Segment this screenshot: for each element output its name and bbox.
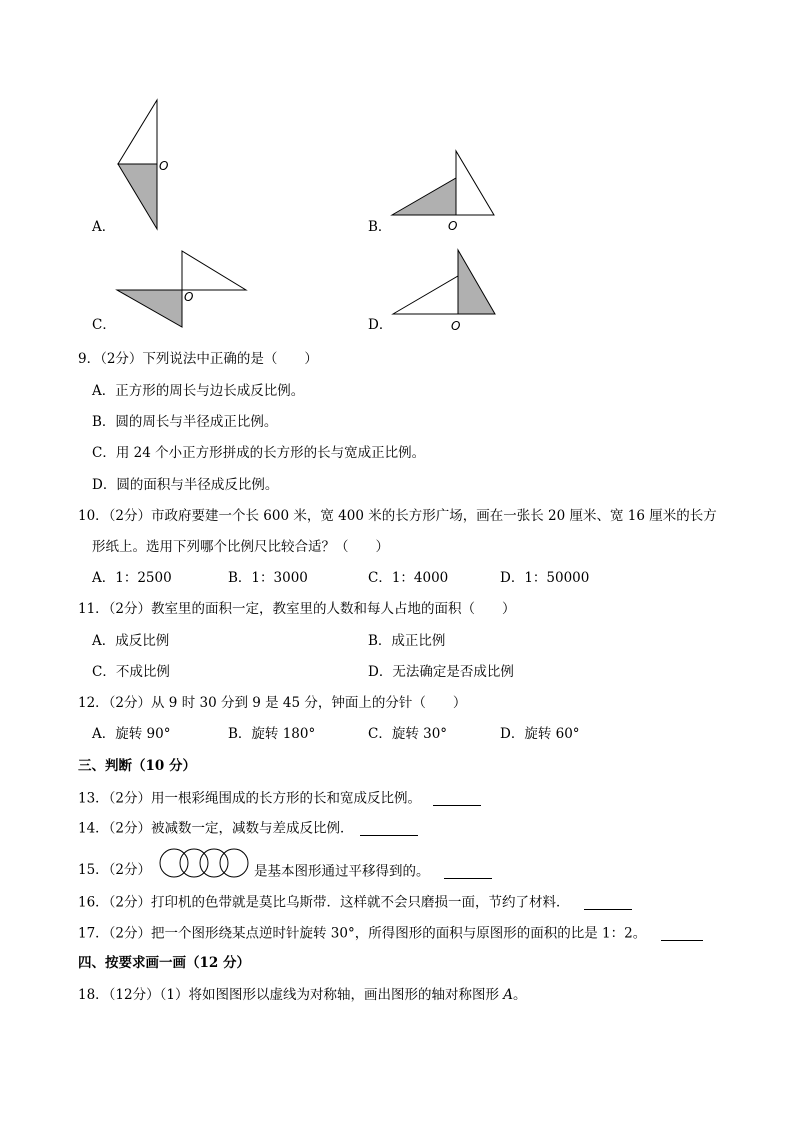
q9-option-b: B．圆的周长与半径成正比例。 [92,414,278,430]
option-a-point-label: O [159,159,169,173]
option-b-point-label: O [448,219,458,233]
q10-stem-line1: 10．（2分）市政府要建一个长 600 米，宽 400 米的长方形广场，画在一张长 20 厘米、宽 16 厘米的长方 [78,508,717,524]
q16-stem: 16．（2分）打印机的色带就是莫比乌斯带．这样就不会只磨损一面，节约了材料． [78,894,570,911]
q13-answer-blank[interactable] [433,791,481,806]
q18-text [78,989,527,1003]
q15-suffix: 是基本图形通过平移得到的。 [254,863,430,880]
q13-stem: 13．（2分）用一根彩绳围成的长方形的长和宽成反比例。 [78,790,422,807]
q18-end: 。 [513,987,527,1003]
option-c-figure [113,248,253,332]
q10-option-c: C．1：4000 [368,570,449,586]
q11-option-d: D．无法确定是否成比例 [368,664,514,680]
q9-option-a: A．正方形的周长与边长成反比例。 [92,383,305,399]
q12-option-c: C．旋转 30° [368,726,448,742]
q11-option-a: A．成反比例 [92,633,170,649]
q15-answer-blank[interactable] [444,864,492,879]
q10-option-d: D．1：50000 [500,570,590,586]
q18-stem: 18．（12分）（1）将如图图形以虚线为对称轴，画出图形的轴对称图形 [78,987,504,1003]
q16-text [78,895,632,910]
option-d-label: D． [368,317,393,333]
q11-stem: 11．（2分）教室里的面积一定，教室里的人数和每人占地的面积（ ） [78,601,516,617]
section-4-heading: 四、按要求画一画（12 分） [78,955,250,971]
q10-option-a: A．1：2500 [92,570,172,586]
section-3-heading: 三、判断（10 分） [78,758,196,774]
q11-option-c: C．不成比例 [92,664,170,680]
option-c-point-label: O [184,290,194,304]
q12-option-b: B．旋转 180° [228,726,316,742]
option-b-label: B． [368,219,392,235]
q12-option-a: A．旋转 90° [92,726,171,742]
q9-stem: 9．（2分）下列说法中正确的是（ ） [78,351,318,367]
q14-stem: 14．（2分）被减数一定，减数与差成反比例． [78,820,354,837]
q16-answer-blank[interactable] [584,895,632,910]
q9-option-c: C．用 24 个小正方形拼成的长方形的长与宽成正比例。 [92,445,426,461]
q12-option-d: D．旋转 60° [500,726,580,742]
q15-prefix: 15．（2分） [78,862,152,878]
q11-option-b: B．成正比例 [368,633,446,649]
option-a-label: A． [92,219,116,235]
q15-circles-figure [156,846,254,880]
q10-option-b: B．1：3000 [228,570,308,586]
q15-text [254,864,492,879]
q13-text [78,791,481,806]
q12-stem: 12．（2分）从 9 时 30 分到 9 是 45 分，钟面上的分针（ ） [78,695,467,711]
q17-stem: 17．（2分）把一个图形绕某点逆时针旋转 30°，所得图形的面积与原图形的面积的比是 1：2。 [78,925,647,942]
q9-option-d: D．圆的面积与半径成反比例。 [92,477,279,493]
option-d-point-label: O [451,319,461,333]
option-b-figure [388,148,500,220]
q17-answer-blank[interactable] [661,926,703,941]
q10-stem-line2: 形纸上。选用下列哪个比例尺比较合适？（ ） [92,539,389,555]
option-d-figure [388,246,500,318]
q14-answer-blank[interactable] [360,821,418,836]
q18-figure-name: A [503,987,513,1003]
q17-text [78,926,703,941]
q14-text [78,821,418,836]
option-c-label: C． [92,317,116,333]
